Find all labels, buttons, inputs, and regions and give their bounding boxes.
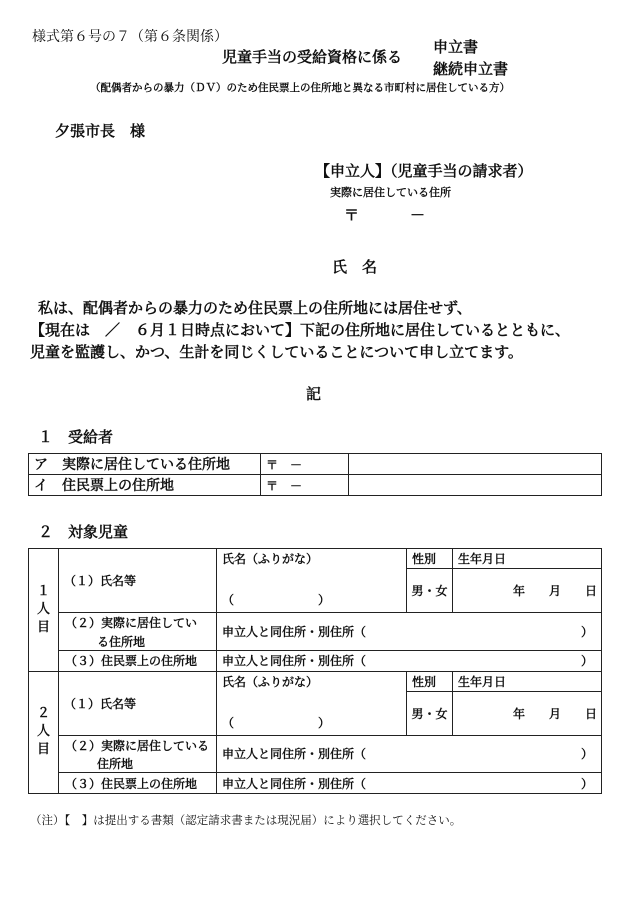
recipient-table <box>28 453 602 496</box>
form-number: 様式第６号の７（第６条関係） <box>32 29 228 45</box>
child-2-actual-address-text: 申立人と同住所・別住所（ <box>222 747 367 762</box>
child-2-actual-address-close: ） <box>580 747 593 762</box>
applicant-name-label: 氏 名 <box>332 258 378 276</box>
table-row <box>29 454 602 475</box>
child-1-ordinal: １ 人 目 <box>29 549 59 672</box>
table-row <box>29 671 602 691</box>
recipient-actual-postal: 〒 － <box>261 454 349 475</box>
ki-heading: 記 <box>306 385 322 403</box>
child-2-furigana-field[interactable]: （ ） <box>217 691 407 735</box>
child-1-registered-address-close: ） <box>580 654 593 668</box>
child-2-gender-header: 性別 <box>407 671 453 691</box>
child-1-gender-value[interactable]: 男・女 <box>407 569 453 613</box>
recipient-actual-address-field[interactable] <box>349 454 602 475</box>
postal-mark: 〒 <box>344 206 360 224</box>
applicant-address-label: 実際に居住している住所 <box>330 186 451 199</box>
child-2-registered-address-close: ） <box>580 776 593 791</box>
recipient-registered-postal: 〒 － <box>261 475 349 496</box>
recipient-actual-address-label: ア 実際に居住している住所地 <box>29 454 261 475</box>
child-1-actual-address-value[interactable] <box>217 613 602 651</box>
child-2-actual-address-label-2: 住所地 <box>59 755 217 773</box>
applicant-heading: 【申立人】（児童手当の請求者） <box>315 162 533 180</box>
child-1-dob-value[interactable]: 年 月 日 <box>453 569 602 613</box>
child-2-registered-address-value[interactable] <box>217 773 602 794</box>
child-1-actual-address-close: ） <box>580 624 593 639</box>
child-2-actual-address-label-1: （２）実際に居住している <box>59 735 217 755</box>
page-subtitle: （配偶者からの暴力（ＤＶ）のため住民票上の住所地と異なる市町村に居住している方） <box>90 82 510 94</box>
child-1-registered-address-text: 申立人と同住所・別住所（ <box>222 654 367 668</box>
section-recipient-heading: １ 受給者 <box>38 428 114 446</box>
child-2-actual-address-value[interactable] <box>217 735 602 773</box>
child-2-gender-value[interactable]: 男・女 <box>407 691 453 735</box>
child-1-dob-header: 生年月日 <box>453 549 602 569</box>
statement-line-2: 【現在は ／ ６月１日時点において】下記の住所地に居住しているとともに、 <box>30 321 571 339</box>
footnote: （注）【 】は提出する書類（認定請求書または現況届）により選択してください。 <box>30 813 462 827</box>
statement-line-1: 私は、配偶者からの暴力のため住民票上の住所地には居住せず、 <box>38 299 472 317</box>
child-1-gender-header: 性別 <box>407 549 453 569</box>
table-row <box>29 735 602 755</box>
postal-dash: － <box>410 206 426 224</box>
child-1-actual-address-label-2: る住所地 <box>59 633 217 651</box>
child-2-registered-address-text: 申立人と同住所・別住所（ <box>222 776 367 791</box>
table-row <box>29 773 602 794</box>
table-row <box>29 613 602 633</box>
child-1-name-label: （１）氏名等 <box>59 549 217 613</box>
table-row <box>29 475 602 496</box>
child-2-ordinal: ２ 人 目 <box>29 671 59 794</box>
child-2-name-header: 氏名（ふりがな） <box>217 671 407 691</box>
child-1-name-header: 氏名（ふりがな） <box>217 549 407 569</box>
recipient-registered-address-label: イ 住民票上の住所地 <box>29 475 261 496</box>
recipient-registered-address-field[interactable] <box>349 475 602 496</box>
child-1-registered-address-value[interactable] <box>217 650 602 671</box>
title-option-continuation: 継続申立書 <box>433 60 509 78</box>
title-option-application: 申立書 <box>433 38 479 56</box>
section-children-heading: ２ 対象児童 <box>38 523 129 541</box>
page-title: 児童手当の受給資格に係る <box>222 48 403 66</box>
child-2-dob-header: 生年月日 <box>453 671 602 691</box>
child-1-actual-address-text: 申立人と同住所・別住所（ <box>222 624 367 639</box>
child-1-actual-address-label-1: （２）実際に居住してい <box>59 613 217 633</box>
child-2-registered-address-label: （３）住民票上の住所地 <box>59 773 217 794</box>
child-2-dob-value[interactable]: 年 月 日 <box>453 691 602 735</box>
child-1-registered-address-label: （３）住民票上の住所地 <box>59 650 217 671</box>
children-table <box>28 548 602 794</box>
addressee: 夕張市長 様 <box>55 122 146 140</box>
table-row <box>29 549 602 569</box>
child-2-name-label: （１）氏名等 <box>59 671 217 735</box>
statement-line-3: 児童を監護し、かつ、生計を同じくしていることについて申し立てます。 <box>30 343 523 361</box>
child-1-furigana-field[interactable]: （ ） <box>217 569 407 613</box>
table-row <box>29 650 602 671</box>
